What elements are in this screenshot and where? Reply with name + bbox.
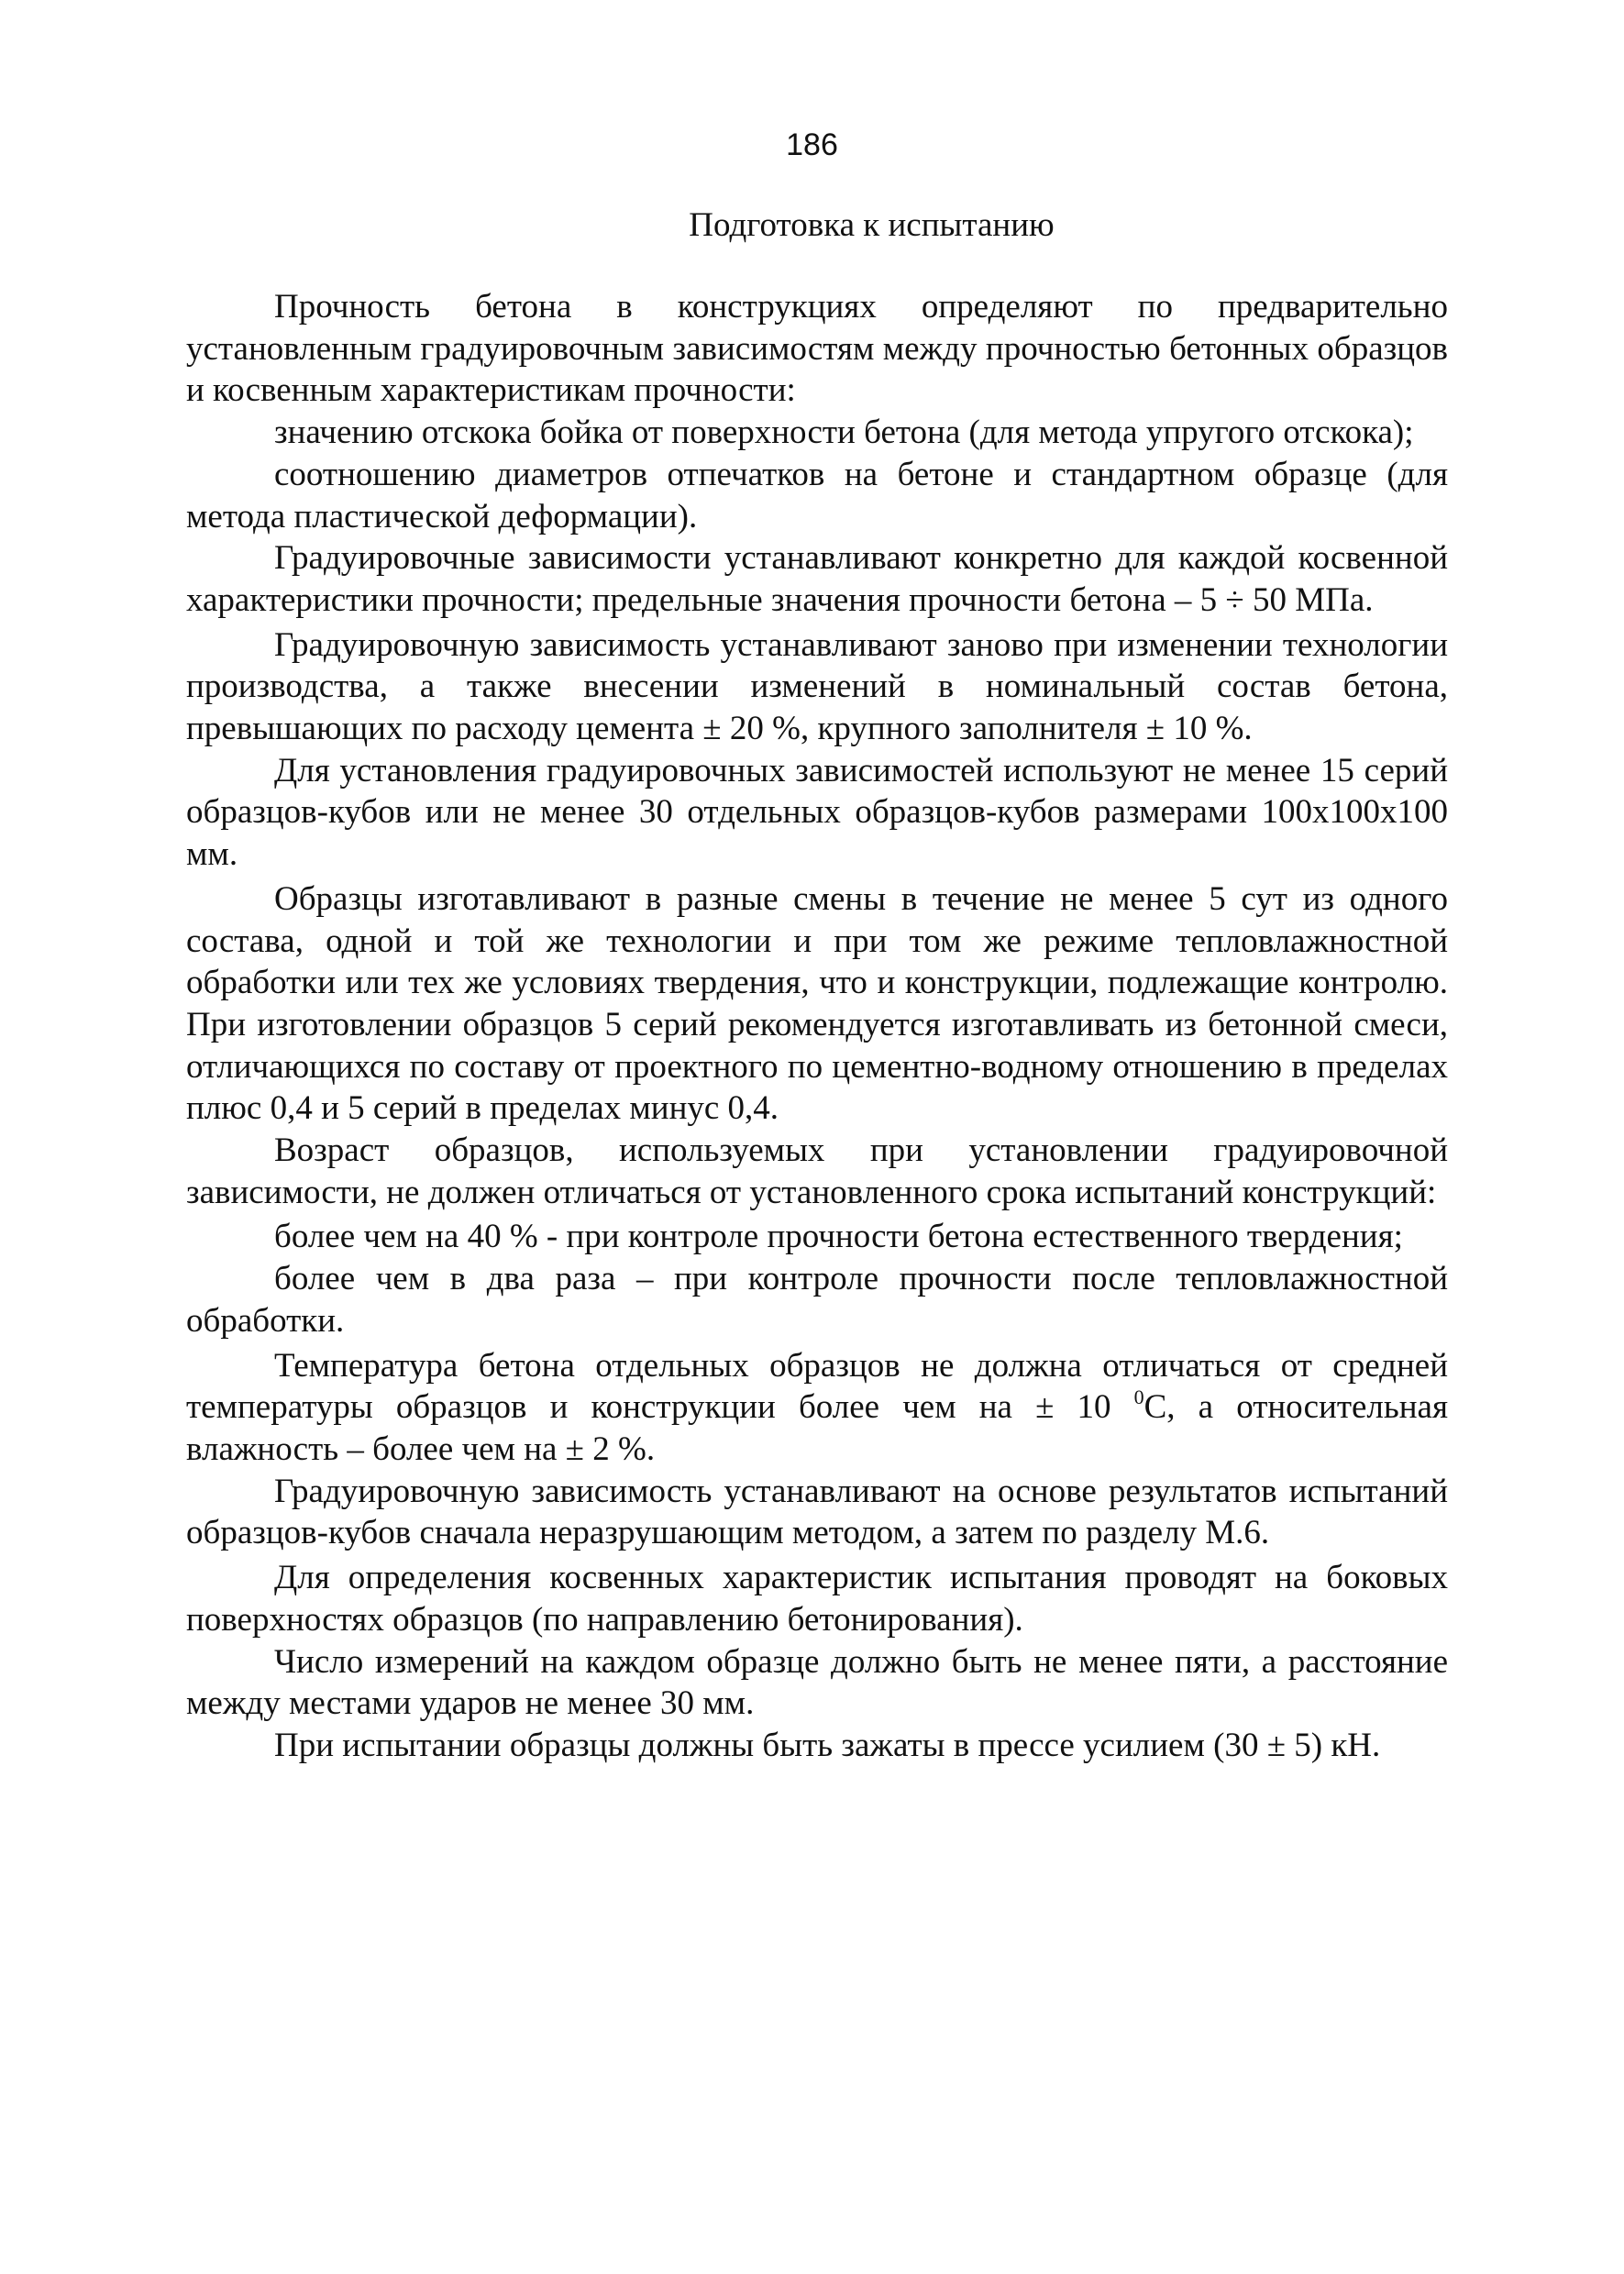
- paragraph: Для установления градуировочных зависимостей используют не менее 15 серий образцов-кубов или не менее 30 отдельных образцов-кубов размерами 100x100x100 мм.: [186, 751, 1448, 874]
- paragraph: Образцы изготавливают в разные смены в течение не менее 5 сут из одного состава, одной и той же технологии и при том же режиме тепловлажностной обработки или тех же условиях твердения, что и конструкции, подлежащие контролю. При изготовлении образцов 5 серий рекомендуется изготавливать из бетонной смеси, отличающихся по составу от проектного по цементно-водному отношению в пределах плюс 0,4 и 5 серий в пределах минус 0,4.: [186, 879, 1448, 1128]
- page-number: 186: [786, 127, 838, 162]
- temperature-text-before: Температура бетона отдельных образцов не должна отличаться от средней температуры образцов и конструкции более чем на ± 10: [186, 1346, 1448, 1427]
- paragraph: Градуировочную зависимость устанавливают заново при изменении технологии производства, а также внесении изменений в номинальный состав бетона, превышающих по расходу цемента ± 20 %, крупного заполнителя ± 10 %.: [186, 625, 1448, 748]
- paragraph: соотношению диаметров отпечатков на бетоне и стандартном образце (для метода пластической деформации).: [186, 455, 1448, 535]
- paragraph: Для определения косвенных характеристик испытания проводят на боковых поверхностях образцов (по направлению бетонирования).: [186, 1559, 1448, 1639]
- paragraph: Число измерений на каждом образце должно быть не менее пяти, а расстояние между местами ударов не менее 30 мм.: [186, 1642, 1448, 1723]
- temperature-text-after: С, а относительная влажность – более чем на ± 2 %.: [186, 1388, 1448, 1468]
- degree-mark: 0: [1133, 1385, 1144, 1409]
- temperature-paragraph: [186, 1345, 1448, 1471]
- paragraph: Градуировочную зависимость устанавливают на основе результатов испытаний образцов-кубов сначала неразрушающим методом, а затем по разделу М.6.: [186, 1472, 1448, 1552]
- paragraph: более чем на 40 % - при контроле прочности бетона естественного твердения;: [274, 1218, 1403, 1256]
- section-title: Подготовка к испытанию: [689, 206, 1055, 244]
- paragraph: более чем в два раза – при контроле прочности после тепловлажностной обработки.: [186, 1260, 1448, 1340]
- paragraph: При испытании образцы должны быть зажаты в прессе усилием (30 ± 5) кН.: [274, 1726, 1381, 1764]
- paragraph: Возраст образцов, используемых при установлении градуировочной зависимости, не должен отличаться от установленного срока испытаний конструкций:: [186, 1131, 1448, 1211]
- document-body: [186, 286, 1448, 1767]
- paragraph: значению отскока бойка от поверхности бетона (для метода упругого отскока);: [274, 414, 1414, 452]
- paragraph: Прочность бетона в конструкциях определяют по предварительно установленным градуировочным зависимостям между прочностью бетонных образцов и косвенным характеристикам прочности:: [186, 288, 1448, 410]
- paragraph: Градуировочные зависимости устанавливают конкретно для каждой косвенной характеристики прочности; предельные значения прочности бетона – 5 ÷ 50 МПа.: [186, 539, 1448, 619]
